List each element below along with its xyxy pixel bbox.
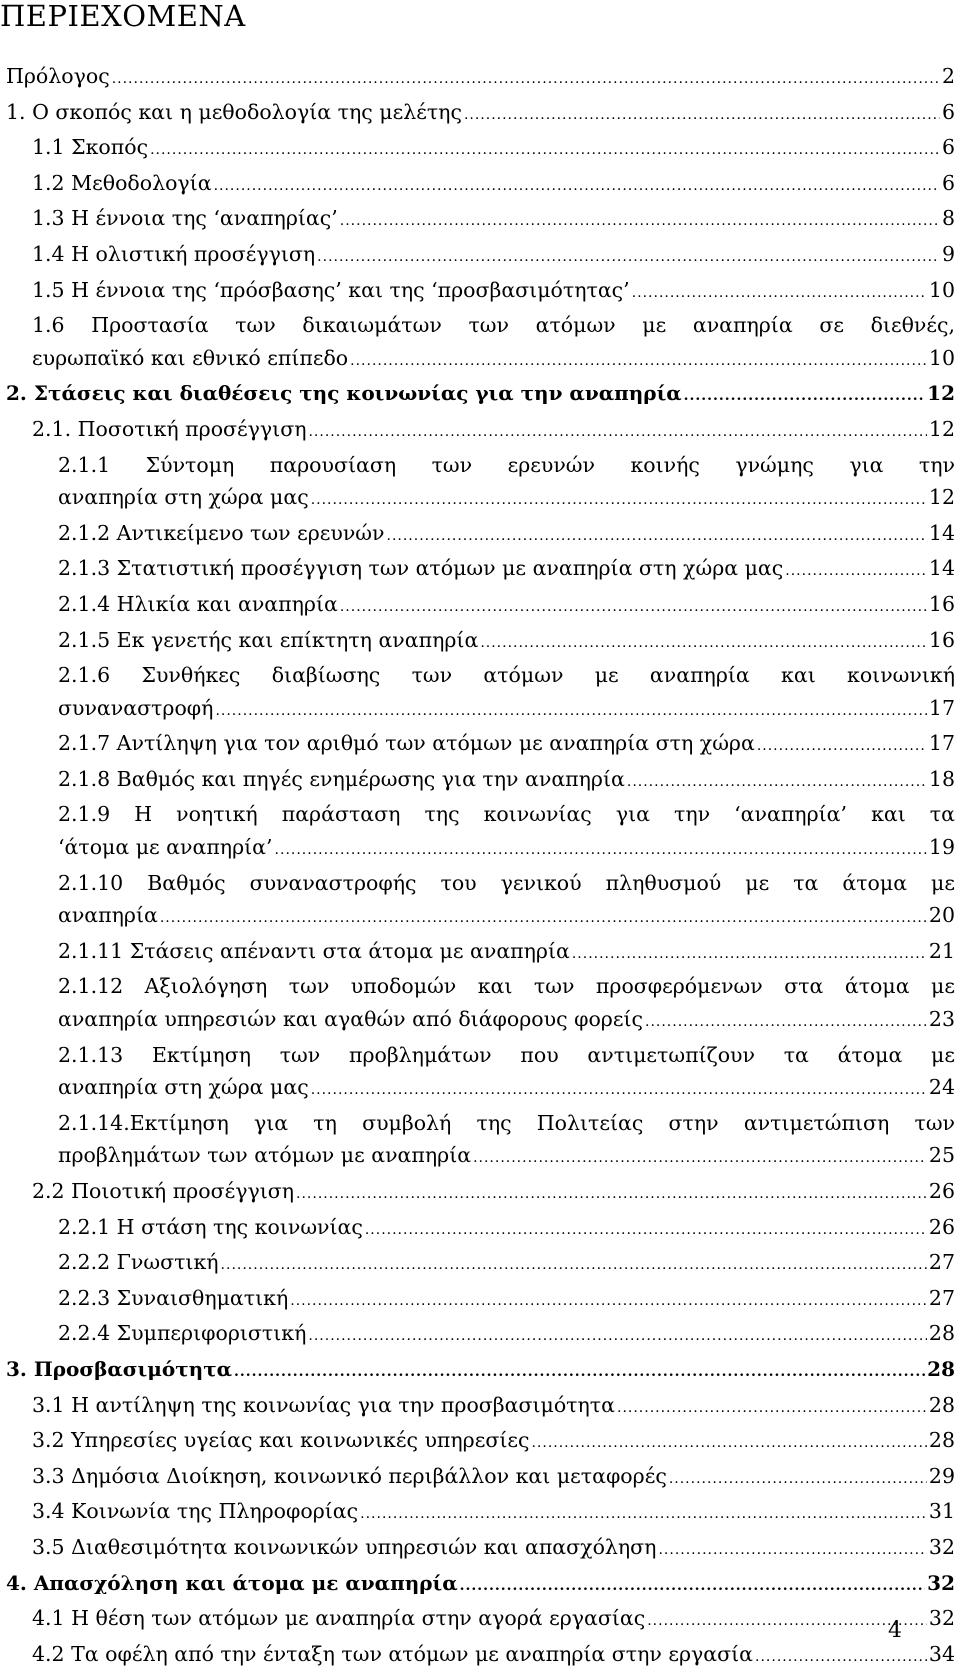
toc-entry-page: 21 [928,938,955,963]
toc-entry-row [32,274,955,310]
toc-entry-title: προβλημάτων των ατόμων με αναπηρία [58,1143,472,1168]
toc-entry[interactable] [0,449,955,517]
dot-leader [632,277,927,310]
toc-entry-page: 28 [928,1392,955,1417]
toc-entry-line: 2.1.9 Η νοητική παράσταση της κοινωνίας για την ‘αναπηρία’ και τα [58,802,955,827]
dot-leader [473,1142,927,1175]
toc-entry-row [58,1211,955,1247]
toc-entry-line: 2.1.6 Συνθήκες διαβίωσης των ατόμων με αναπηρία και κοινωνική [58,663,955,688]
toc-entry[interactable] [0,1317,955,1353]
toc-entry-page: 28 [927,1356,955,1381]
toc-entry-title: 2.1. Ποσοτική προσέγγιση [32,416,307,441]
toc-entry[interactable] [0,1389,955,1425]
toc-entry-row [58,481,955,517]
toc-entry[interactable] [0,131,955,167]
toc-entry-line: 2.1.13 Εκτίμηση των προβλημάτων που αντιμετωπίζουν τα άτομα με [58,1042,955,1067]
toc-entry-title: 2.2 Ποιοτική προσέγγιση [32,1179,295,1203]
toc-entry-row [58,831,955,867]
toc-entry-page: 16 [928,591,955,616]
toc-entry[interactable] [0,1602,955,1638]
dot-leader [669,1463,927,1496]
toc-entry-row [58,1139,955,1175]
toc-entry[interactable] [0,624,955,660]
toc-entry-title: 2.1.4 Ηλικία και αναπηρία [58,591,338,616]
toc-entry-line: 2.1.14.Εκτίμηση για τη συμβολή της Πολιτείας στην αντιμετώπιση των [58,1110,955,1135]
dot-leader [464,99,940,132]
toc-entry-page: 19 [928,835,955,860]
toc-entry-page: 34 [928,1641,955,1666]
toc-entry-line: 1.6 Προστασία των δικαιωμάτων των ατόμων με αναπηρία σε διεθνές, [32,313,955,338]
toc-entry-page: 24 [928,1075,955,1100]
toc-entry-title: 3.5 Διαθεσιμότητα κοινωνικών υπηρεσιών και απασχόληση [32,1534,657,1559]
toc-entry-page: 10 [928,345,955,370]
dot-leader [480,627,927,660]
toc-entry[interactable] [0,1424,955,1460]
dot-leader [308,1320,927,1353]
toc-entry[interactable] [0,1175,955,1211]
dot-leader [572,938,927,971]
toc-entry-row [58,692,955,728]
toc-entry-row [58,1317,955,1353]
toc-entry-title: ‘άτομα με αναπηρία’ [58,835,273,860]
dot-leader [308,416,926,449]
toc-entry[interactable] [0,202,955,238]
toc-entry-line: 2.1.12 Αξιολόγηση των υποδομών και των προσφερόμενων στα άτομα με [58,974,955,999]
toc-entry-row [32,1424,955,1460]
dot-leader [387,520,927,553]
toc-entry-page: 2 [941,64,955,88]
dot-leader [365,1214,927,1247]
toc-entry-title: 2.1.2 Αντικείμενο των ερευνών [58,520,385,545]
toc-entry-title: αναπηρία υπηρεσιών και αγαθών από διάφορους φορείς [58,1007,643,1032]
toc-entry-row [58,517,955,553]
toc-entry-title: αναπηρία στη χώρα μας [58,1075,309,1100]
dot-leader [531,1427,926,1460]
toc-entry-title: 1.2 Μεθοδολογία [32,170,212,195]
toc-entry-page: 12 [928,416,955,441]
toc-entry-page: 20 [928,903,955,928]
toc-entry[interactable] [0,1211,955,1247]
dot-leader [296,1178,927,1211]
dot-leader [340,591,927,624]
toc-entry-row [58,588,955,624]
dot-leader [617,1392,927,1425]
toc-entry-row [32,1531,955,1567]
toc-entry[interactable] [0,1353,955,1389]
toc-entry-row [32,202,955,238]
toc-entry-title: 2.1.3 Στατιστική προσέγγιση των ατόμων με αναπηρία στη χώρα μας [58,556,784,581]
dot-leader [658,1534,926,1567]
toc-entry-row [58,727,955,763]
table-of-contents [0,60,955,1673]
toc-entry-row [32,1638,955,1673]
toc-entry[interactable] [0,1567,955,1603]
toc-entry-page: 28 [928,1428,955,1453]
toc-entry-page: 26 [928,1179,955,1203]
toc-entry-title: 1.3 Η έννοια της ‘αναπηρίας’ [32,206,338,231]
dot-leader [627,766,927,799]
toc-entry-row [32,167,955,203]
toc-entry-title: 2.2.1 Η στάση της κοινωνίας [58,1214,363,1239]
toc-entry-row [58,935,955,971]
toc-entry-title: αναπηρία [58,903,158,928]
toc-entry[interactable] [0,1246,955,1282]
toc-entry-title: Πρόλογος [6,64,110,88]
toc-entry-row [32,342,955,378]
toc-entry-page: 28 [928,1321,955,1346]
toc-entry-page: 32 [928,1606,955,1631]
toc-entry-row [32,131,955,167]
toc-entry-row [58,1071,955,1107]
toc-entry-row [6,96,955,132]
toc-entry-page: 25 [928,1143,955,1168]
toc-entry[interactable] [0,1531,955,1567]
dot-leader [290,1285,927,1318]
toc-entry-line: 2.1.10 Βαθμός συναναστροφής του γενικού πληθυσμού με τα άτομα με [58,870,955,895]
toc-entry[interactable] [0,867,955,935]
toc-entry-row [32,1460,955,1496]
toc-entry[interactable] [0,309,955,377]
toc-entry-page: 14 [928,520,955,545]
toc-entry-title: 4. Απασχόληση και άτομα με αναπηρία [6,1570,458,1595]
page-title: ΠΕΡΙΕΧΟΜΕΝΑ [0,0,246,33]
toc-entry-title: 1.1 Σκοπός [32,135,149,160]
toc-entry[interactable] [0,413,955,449]
toc-entry-row [32,413,955,449]
toc-entry-title: 2.2.3 Συναισθηματική [58,1285,289,1310]
dot-leader [160,902,927,935]
toc-entry[interactable] [0,588,955,624]
toc-entry-title: 2.1.8 Βαθμός και πηγές ενημέρωσης για την αναπηρία [58,766,625,791]
toc-entry-title: 3.4 Κοινωνία της Πληροφορίας [32,1499,359,1524]
toc-entry-title: 1.5 Η έννοια της ‘πρόσβασης’ και της ‘προσβασιμότητας’ [32,277,630,302]
toc-entry-row [58,1003,955,1039]
toc-entry-title: 2.2.2 Γνωστική [58,1250,219,1275]
toc-entry-page: 27 [928,1285,955,1310]
toc-entry[interactable] [0,935,955,971]
toc-entry-page: 27 [928,1250,955,1275]
dot-leader [684,380,926,413]
dot-leader [317,241,940,274]
toc-entry-page: 6 [941,135,955,160]
toc-entry[interactable] [0,517,955,553]
toc-entry-page: 10 [928,277,955,302]
dot-leader [757,730,927,763]
toc-entry[interactable] [0,798,955,866]
toc-entry-title: αναπηρία στη χώρα μας [58,485,309,510]
toc-entry[interactable] [0,96,955,132]
toc-entry[interactable] [0,1039,955,1107]
toc-entry-page: 18 [928,766,955,791]
toc-entry-row [6,1567,955,1603]
toc-entry-title: 3.3 Δημόσια Διοίκηση, κοινωνικό περιβάλλον και μεταφορές [32,1463,667,1488]
toc-entry-row [58,1246,955,1282]
dot-leader [215,695,926,728]
dot-leader [755,1641,927,1673]
toc-entry[interactable] [0,727,955,763]
dot-leader [311,484,927,517]
toc-entry-title: 2.1.5 Εκ γενετής και επίκτητη αναπηρία [58,627,479,652]
toc-entry-title: 2.2.4 Συμπεριφοριστική [58,1321,307,1346]
toc-entry-row [6,60,955,96]
toc-entry[interactable] [0,1282,955,1318]
toc-entry-row [32,238,955,274]
toc-entry-title: 2.1.7 Αντίληψη για τον αριθμό των ατόμων με αναπηρία στη χώρα [58,731,755,756]
toc-entry[interactable] [0,763,955,799]
toc-entry-line: 2.1.1 Σύντομη παρουσίαση των ερευνών κοινής γνώμης για την [58,452,955,477]
toc-entry-page: 29 [928,1463,955,1488]
toc-entry-title: 2. Στάσεις και διαθέσεις της κοινωνίας για την αναπηρία [6,381,682,406]
toc-entry-title: 2.1.11 Στάσεις απέναντι στα άτομα με αναπηρία [58,938,570,963]
toc-entry-row [6,377,955,413]
dot-leader [214,170,940,203]
dot-leader [360,1498,927,1531]
toc-entry-page: 32 [928,1534,955,1559]
toc-entry-title: 1. Ο σκοπός και η μεθοδολογία της μελέτης [6,99,462,124]
toc-entry-row [58,1282,955,1318]
toc-entry-page: 14 [928,556,955,581]
toc-entry[interactable] [0,1638,955,1673]
toc-entry-title: 3.2 Υπηρεσίες υγείας και κοινωνικές υπηρεσίες [32,1428,530,1453]
toc-entry-row [32,1175,955,1211]
toc-entry-title: 3.1 Η αντίληψη της κοινωνίας για την προσβασιμότητα [32,1392,615,1417]
dot-leader [112,63,940,96]
toc-entry-title: ευρωπαϊκό και εθνικό επίπεδο [32,345,349,370]
toc-entry-page: 32 [927,1570,955,1595]
toc-entry[interactable] [0,167,955,203]
toc-entry[interactable] [0,1107,955,1175]
toc-entry-title: 4.2 Τα οφέλη από την ένταξη των ατόμων με αναπηρία στην εργασία [32,1641,754,1666]
dot-leader [460,1570,926,1603]
toc-entry-row [58,763,955,799]
toc-entry[interactable] [0,274,955,310]
toc-entry-row [32,1602,955,1638]
toc-entry-row [58,624,955,660]
toc-entry-row [58,552,955,588]
toc-entry-page: 12 [927,381,955,406]
toc-entry[interactable] [0,659,955,727]
toc-entry[interactable] [0,1495,955,1531]
page-number: 4 [888,1618,902,1643]
toc-entry-page: 6 [941,99,955,124]
toc-entry[interactable] [0,970,955,1038]
toc-entry-title: 4.1 Η θέση των ατόμων με αναπηρία στην αγορά εργασίας [32,1606,646,1631]
toc-entry-page: 6 [941,170,955,195]
dot-leader [647,1605,927,1638]
dot-leader [275,834,927,867]
toc-entry-title: 3. Προσβασιμότητα [6,1356,233,1381]
toc-entry-title: συναναστροφή [58,695,214,720]
toc-entry-title: 1.4 Η ολιστική προσέγγιση [32,241,316,266]
toc-entry-page: 31 [928,1499,955,1524]
toc-entry-page: 17 [928,731,955,756]
dot-leader [350,345,927,378]
toc-entry-row [32,1389,955,1425]
dot-leader [311,1074,927,1107]
toc-entry-page: 9 [941,241,955,266]
toc-entry-row [32,1495,955,1531]
toc-entry-row [6,1353,955,1389]
toc-entry[interactable] [0,377,955,413]
toc-entry-page: 23 [928,1007,955,1032]
toc-entry[interactable] [0,238,955,274]
dot-leader [221,1249,927,1282]
toc-entry-page: 8 [941,206,955,231]
toc-entry[interactable] [0,552,955,588]
dot-leader [645,1006,927,1039]
toc-entry-page: 16 [928,627,955,652]
toc-entry[interactable] [0,60,955,96]
toc-entry-page: 26 [928,1214,955,1239]
toc-entry-page: 17 [928,695,955,720]
dot-leader [785,555,927,588]
toc-entry-row [58,899,955,935]
dot-leader [150,134,940,167]
toc-entry-page: 12 [928,485,955,510]
toc-entry[interactable] [0,1460,955,1496]
dot-leader [234,1356,925,1389]
dot-leader [340,205,940,238]
